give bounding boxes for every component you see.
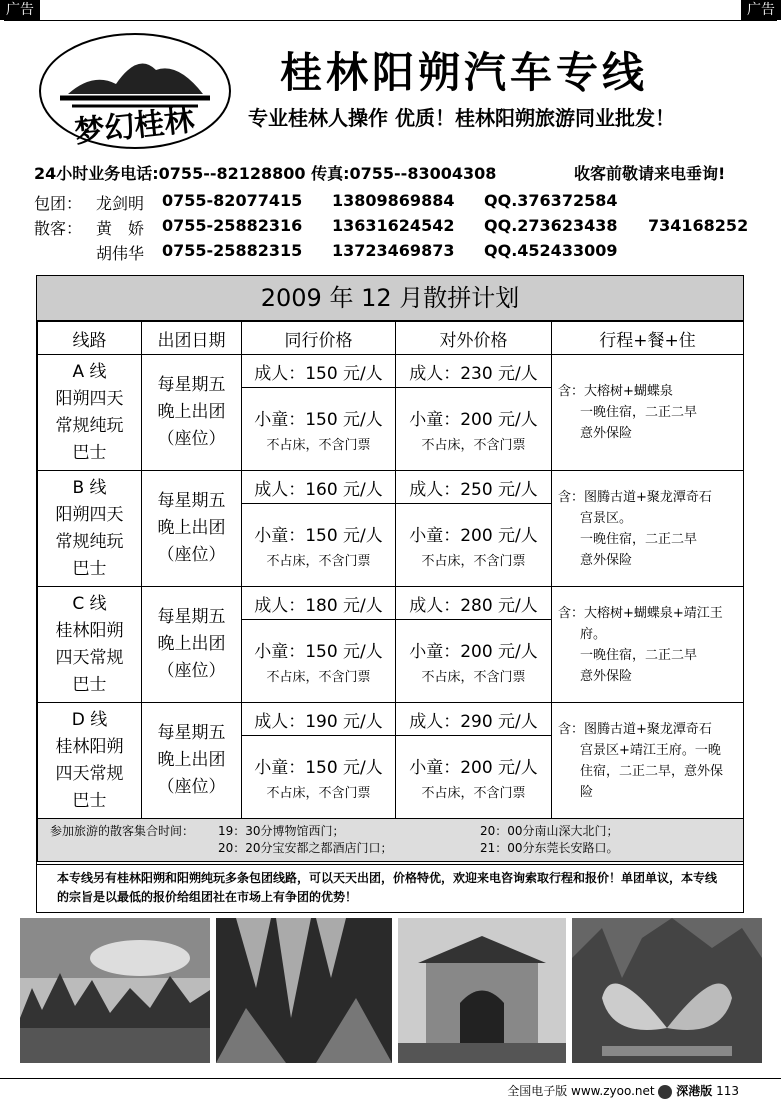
departure-date-line: （座位） [157, 545, 226, 565]
route-name [38, 587, 142, 703]
logo-text: 梦幻桂林 [72, 102, 196, 150]
itinerary-line: 意外保险 [580, 668, 633, 684]
child-price-value: 小童：150 元/人 [254, 526, 383, 546]
contact-name: 龙剑明 [96, 194, 145, 213]
peer-child-price [242, 388, 396, 471]
itinerary-line: 一晚住宿，二正二早 [580, 405, 698, 420]
peer-child-price [242, 504, 396, 587]
peer-adult-price: 成人：150 元/人 [242, 355, 396, 388]
departure-date-line: （座位） [157, 661, 226, 681]
itinerary-line: 意外保险 [580, 552, 633, 568]
top-rule [4, 20, 777, 21]
contact-qq: QQ.452433009 [484, 241, 618, 260]
child-price-note: 不占床，不含门票 [266, 438, 371, 453]
itinerary-line: 一晚住宿，二正二早 [580, 531, 698, 547]
itinerary-line: 含：大榕树+蝴蝶泉+靖江王 [558, 605, 723, 621]
gather-label: 参加旅游的散客集合时间： [50, 824, 195, 838]
page-title: 桂林阳朔汽车专线 [280, 48, 649, 97]
departure-date [142, 587, 242, 703]
public-child-price [396, 620, 552, 703]
hotline [34, 161, 726, 184]
contact-mobile: 13631624542 [332, 216, 455, 235]
peer-adult-price: 成人：160 元/人 [242, 471, 396, 504]
gathering-times [38, 819, 744, 862]
contact-mobile: 13809869884 [332, 191, 455, 210]
departure-date [142, 703, 242, 819]
footer-site: 全国电子版 www.zyoo.net [507, 1084, 655, 1098]
departure-date-line: 每星期五 [157, 375, 226, 395]
header-date: 出团日期 [142, 322, 242, 355]
itinerary [552, 703, 744, 819]
departure-date [142, 355, 242, 471]
peer-child-price [242, 736, 396, 819]
footer-rule [0, 1078, 781, 1079]
footer-edition: 深港版 [676, 1084, 713, 1098]
route-name-line: 巴士 [72, 674, 107, 695]
header-public-price: 对外价格 [396, 322, 552, 355]
hotline-numbers: 24小时业务电话:0755--82128800 传真:0755--83004308 [34, 164, 497, 183]
contact-tel: 0755-25882316 [162, 216, 303, 235]
child-price-note: 不占床，不含门票 [421, 438, 526, 453]
header-itinerary: 行程+餐+住 [552, 322, 744, 355]
route-row [38, 355, 744, 388]
subtitle: 专业桂林人操作 优质！桂林阳朔旅游同业批发！ [248, 106, 675, 130]
public-adult-price: 成人：250 元/人 [396, 471, 552, 504]
peer-adult-price: 成人：180 元/人 [242, 587, 396, 620]
itinerary [552, 587, 744, 703]
gather-point-3: 20：20分宝安都之都酒店门口； [218, 841, 393, 855]
public-adult-price: 成人：290 元/人 [396, 703, 552, 736]
departure-date-line: （座位） [157, 777, 226, 797]
route-name-line: A 线 [72, 361, 107, 382]
public-child-price [396, 388, 552, 471]
itinerary-line: 含：大榕树+蝴蝶泉 [558, 384, 673, 399]
contact-tel: 0755-82077415 [162, 191, 303, 210]
itinerary-line: 含：图腾古道+聚龙潭奇石 [558, 489, 712, 505]
table-header-row [38, 322, 744, 355]
itinerary [552, 355, 744, 471]
route-name-line: 巴士 [72, 558, 107, 579]
contact-qq: QQ.376372584 [484, 191, 618, 210]
route-name-line: B 线 [72, 477, 107, 498]
child-price-note: 不占床，不含门票 [421, 670, 526, 685]
peer-child-price [242, 620, 396, 703]
page-number: 113 [716, 1084, 739, 1098]
route-name [38, 355, 142, 471]
route-name-line: 阳朔四天 [55, 504, 124, 525]
child-price-value: 小童：150 元/人 [254, 410, 383, 430]
itinerary-line: 府。 [580, 626, 607, 642]
contact-qq-alt: 734168252 [648, 216, 749, 235]
itinerary-line: 意外保险 [580, 426, 633, 441]
departure-date-line: 每星期五 [157, 607, 226, 627]
route-name-line: 四天常规 [55, 763, 124, 784]
schedule-table [37, 321, 744, 862]
gather-point-4: 21：00分东莞长安路口。 [480, 841, 619, 855]
route-name [38, 703, 142, 819]
child-price-note: 不占床，不含门票 [421, 786, 526, 801]
itinerary-line: 宫景区。 [580, 510, 633, 526]
route-row [38, 587, 744, 620]
edition-badge-icon [658, 1085, 672, 1099]
contact-name: 胡伟华 [96, 244, 145, 263]
departure-date-line: 晚上出团 [157, 634, 226, 654]
temple-gate-photo [398, 918, 566, 1063]
itinerary-line: 一晚住宿，二正二早 [580, 647, 698, 663]
route-name-line: 四天常规 [55, 647, 124, 668]
gather-point-2: 20：00分南山深大北门； [480, 824, 619, 838]
route-row [38, 703, 744, 736]
contact-tel: 0755-25882315 [162, 241, 303, 260]
itinerary [552, 471, 744, 587]
page-footer [507, 1082, 739, 1099]
public-adult-price: 成人：280 元/人 [396, 587, 552, 620]
route-name-line: 巴士 [72, 790, 107, 811]
karst-river-photo [20, 918, 210, 1063]
child-price-note: 不占床，不含门票 [421, 554, 526, 569]
contact-label: 包团： [34, 194, 83, 213]
child-price-value: 小童：150 元/人 [254, 758, 383, 778]
child-price-note: 不占床，不含门票 [266, 786, 371, 801]
contact-qq: QQ.273623438 [484, 216, 618, 235]
departure-date-line: 每星期五 [157, 491, 226, 511]
route-name-line: D 线 [71, 709, 108, 730]
child-price-note: 不占床，不含门票 [266, 554, 371, 569]
schedule-panel [36, 275, 744, 865]
gather-point-1: 19：30分博物馆西门； [218, 824, 345, 838]
header-peer-price: 同行价格 [242, 322, 396, 355]
header-route: 线路 [38, 322, 142, 355]
departure-date-line: 晚上出团 [157, 518, 226, 538]
public-child-price [396, 736, 552, 819]
child-price-note: 不占床，不含门票 [266, 670, 371, 685]
itinerary-line: 含：图腾古道+聚龙潭奇石 [558, 721, 712, 737]
contact-mobile: 13723469873 [332, 241, 455, 260]
ad-tag-right: 广告 [741, 0, 781, 20]
route-name-line: 常规纯玩 [55, 531, 124, 552]
contact-name: 黄 娇 [96, 219, 145, 238]
company-logo [38, 32, 233, 150]
route-name-line: 阳朔四天 [55, 388, 124, 409]
notice-text: 本专线另有桂林阳朔和阳朔纯玩多条包团线路，可以天天出团，价格特优，欢迎来电咨询索取行程和报价！单团单议，本专线的宗旨是以最低的报价给组团社在市场上有争团的优势！ [36, 865, 744, 913]
route-name-line: C 线 [72, 593, 107, 614]
cave-photo [216, 918, 392, 1063]
ad-tag-left: 广告 [0, 0, 40, 20]
departure-date-line: 晚上出团 [157, 750, 226, 770]
public-adult-price: 成人：230 元/人 [396, 355, 552, 388]
public-child-price [396, 504, 552, 587]
itinerary-line: 住宿，二正二早，意外保 [580, 763, 724, 779]
route-name-line: 桂林阳朔 [55, 736, 124, 757]
schedule-title: 2009 年 12 月散拼计划 [37, 276, 743, 321]
route-name-line: 桂林阳朔 [55, 620, 124, 641]
photo-strip [20, 918, 765, 1063]
child-price-value: 小童：200 元/人 [409, 642, 538, 662]
contact-label: 散客： [34, 219, 83, 238]
departure-date-line: 每星期五 [157, 723, 226, 743]
child-price-value: 小童：200 元/人 [409, 410, 538, 430]
itinerary-line: 宫景区+靖江王府。一晚 [580, 742, 721, 758]
route-name-line: 常规纯玩 [55, 415, 124, 436]
child-price-value: 小童：200 元/人 [409, 758, 538, 778]
route-row [38, 471, 744, 504]
itinerary-line: 险 [580, 784, 594, 800]
route-name-line: 巴士 [72, 442, 107, 463]
departure-date [142, 471, 242, 587]
child-price-value: 小童：200 元/人 [409, 526, 538, 546]
departure-date-line: （座位） [157, 429, 226, 449]
child-price-value: 小童：150 元/人 [254, 642, 383, 662]
butterfly-sculpture-photo [572, 918, 762, 1063]
hotline-note: 收客前敬请来电垂询! [574, 164, 726, 183]
route-name [38, 471, 142, 587]
departure-date-line: 晚上出团 [157, 402, 226, 422]
peer-adult-price: 成人：190 元/人 [242, 703, 396, 736]
